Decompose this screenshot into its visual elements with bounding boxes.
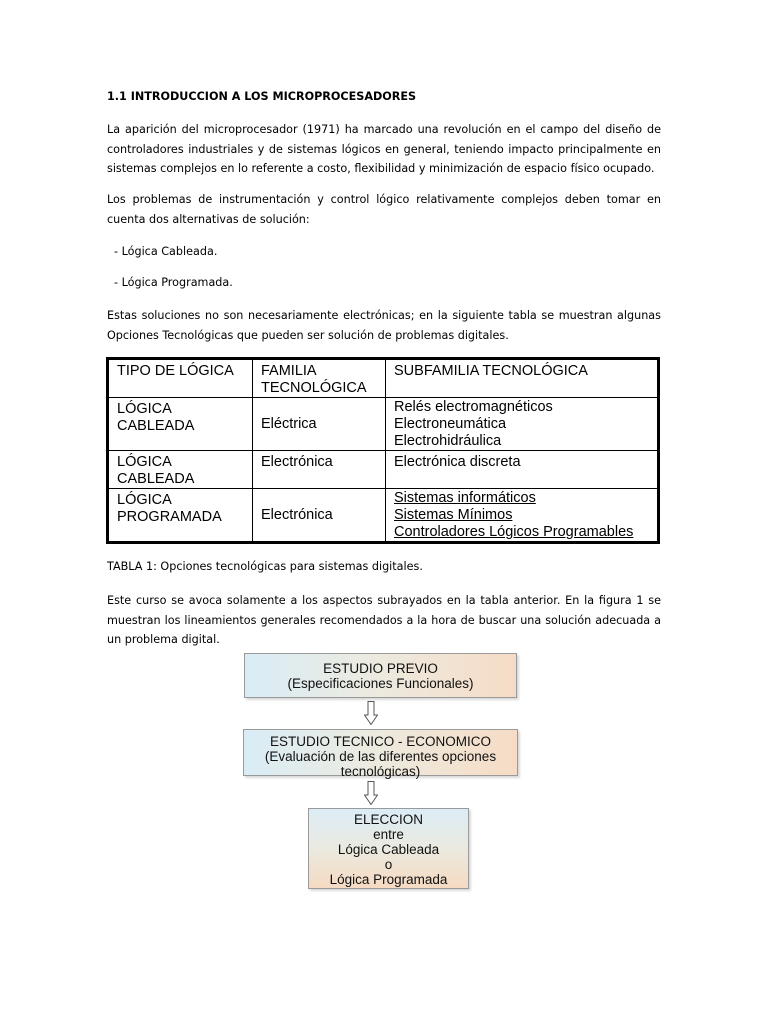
paragraph-figure-intro: Este curso se avoca solamente a los aspectos subrayados en la tabla anterior. En la figura 1 se muestran los lineamientos generales recomendados a la hora de buscar una solución adecuada a un problema digital.: [107, 594, 661, 646]
flow-box-line: (Especificaciones Funcionales): [287, 676, 474, 691]
section-heading: 1.1 INTRODUCCION A LOS MICROPROCESADORES: [107, 90, 417, 103]
flow-box-estudio-previo: [244, 653, 517, 698]
list-item-logica-programada: - Lógica Programada.: [114, 276, 233, 289]
flow-box-line: ESTUDIO PREVIO: [323, 661, 438, 676]
down-arrow-icon: [364, 781, 378, 805]
flow-box-line: o: [384, 857, 393, 872]
down-arrow-icon: [364, 701, 378, 725]
flow-box-line: Lógica Programada: [329, 872, 448, 887]
header-familia: FAMILIA TECNOLÓGICA: [253, 359, 386, 398]
list-item-logica-cableada: - Lógica Cableada.: [114, 245, 218, 258]
technology-options-table: [106, 357, 660, 544]
table-row: [108, 398, 659, 451]
subfamilia-item-underlined: Sistemas informáticos: [394, 490, 536, 506]
table-row: [108, 451, 659, 489]
header-subfamilia: SUBFAMILIA TECNOLÓGICA: [386, 359, 659, 398]
cell-familia: Eléctrica: [253, 398, 386, 451]
table-caption: TABLA 1: Opciones tecnológicas para sistemas digitales.: [107, 560, 423, 573]
subfamilia-item-underlined: Controladores Lógicos Programables: [394, 524, 634, 540]
header-tipo: TIPO DE LÓGICA: [108, 359, 253, 398]
flow-box-line: ESTUDIO TECNICO - ECONOMICO: [269, 734, 491, 749]
subfamilia-item-underlined: Sistemas Mínimos: [394, 507, 513, 523]
flow-box-line: ELECCION: [353, 812, 424, 827]
cell-tipo: LÓGICA CABLEADA: [108, 398, 253, 451]
flow-box-line: entre: [373, 827, 404, 842]
cell-subfamilia: [386, 489, 659, 543]
cell-subfamilia: [386, 398, 659, 451]
subfamilia-item: Relés electromagnéticos: [394, 399, 553, 415]
flow-box-line: Lógica Cableada: [337, 842, 440, 857]
subfamilia-item: Electroneumática: [394, 416, 507, 432]
flow-box-estudio-tecnico: [243, 729, 518, 779]
paragraph-table-intro: Estas soluciones no son necesariamente electrónicas; en la siguiente tabla se muestran algunas Opciones Tecnológicas que pueden ser solución de problemas digitales.: [107, 309, 661, 342]
table-header-row: [108, 359, 659, 398]
flow-box-line: tecnológicas): [340, 764, 421, 779]
cell-subfamilia: [386, 451, 659, 489]
flow-box-line: (Evaluación de las diferentes opciones: [264, 749, 497, 764]
flow-box-eleccion: [308, 808, 469, 889]
paragraph-intro: La aparición del microprocesador (1971) ha marcado una revolución en el campo del diseño de controladores industriales y de sistemas lógicos en general, teniendo impacto principalmente en sistemas complejos en lo referente a costo, flexibilidad y minimización de espacio físico ocupado.: [107, 123, 661, 175]
cell-familia: Electrónica: [253, 451, 386, 489]
table-row: [108, 489, 659, 543]
paragraph-alternatives: Los problemas de instrumentación y control lógico relativamente complejos deben tomar en cuenta dos alternativas de solución:: [107, 193, 661, 226]
subfamilia-item: Electrohidráulica: [394, 433, 502, 449]
subfamilia-item: Electrónica discreta: [394, 454, 521, 470]
cell-tipo: LÓGICA CABLEADA: [108, 451, 253, 489]
cell-familia: Electrónica: [253, 489, 386, 543]
cell-tipo: LÓGICA PROGRAMADA: [108, 489, 253, 543]
